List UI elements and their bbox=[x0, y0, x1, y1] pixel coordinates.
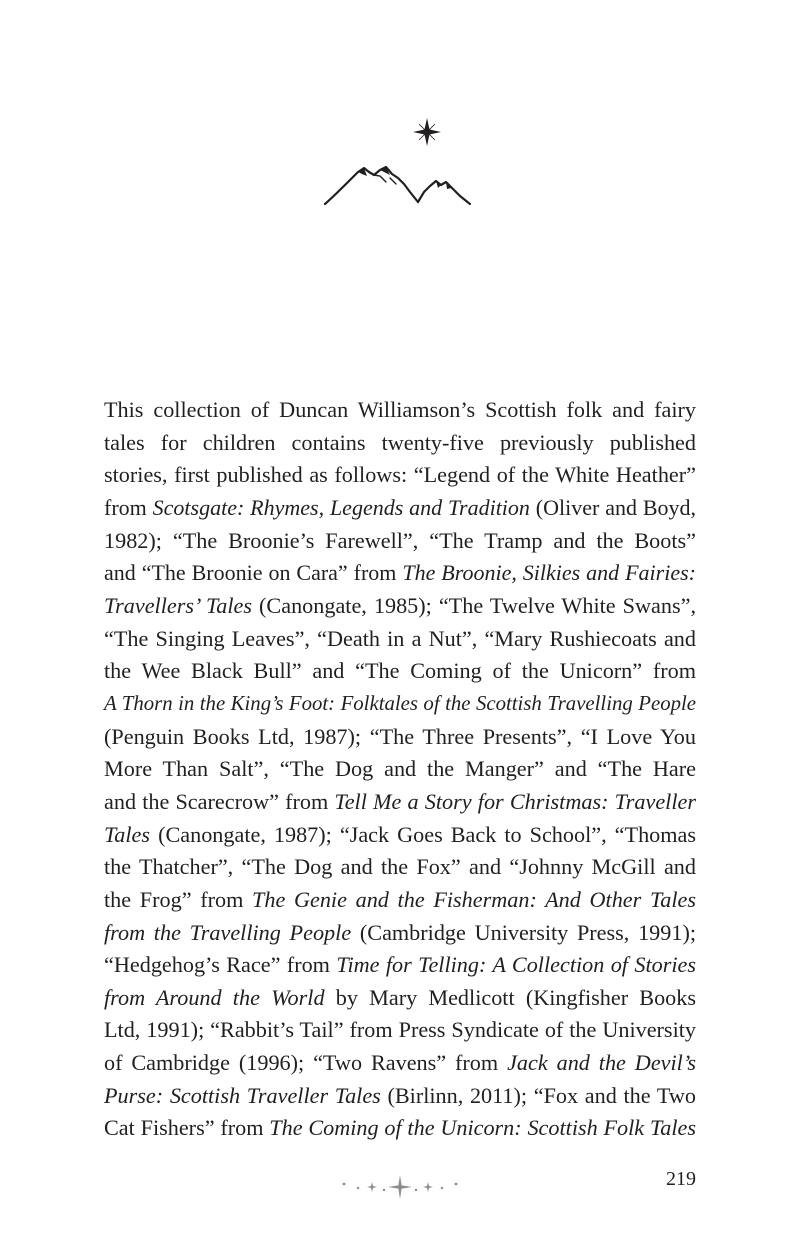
book-title: A Thorn in the King’s Foot: Folktales of the Scottish Travelling People bbox=[104, 691, 696, 715]
book-title: The Coming of the Unicorn: Scottish Folk Tales bbox=[269, 1115, 696, 1141]
book-title: Jack and the Devil’s bbox=[507, 1050, 696, 1076]
text-line bbox=[104, 688, 696, 721]
text-line: More Than Salt”, “The Dog and the Manger” and “The Hare bbox=[104, 756, 696, 782]
sparkle-divider-icon bbox=[338, 1174, 462, 1200]
text-line: the Thatcher”, “The Dog and the Fox” and “Johnny McGill and bbox=[104, 854, 696, 880]
book-title: Purse: Scottish Traveller Tales bbox=[104, 1082, 381, 1108]
text-line: the Wee Black Bull” and “The Coming of the Unicorn” from bbox=[104, 658, 696, 684]
text-line: This collection of Duncan Williamson’s Scottish folk and fairy bbox=[104, 397, 696, 422]
star-over-mountains-icon bbox=[320, 112, 480, 212]
text-line: (Penguin Books Ltd, 1987); “The Three Presents”, “I Love You bbox=[104, 723, 696, 749]
book-title: Scotsgate: Rhymes, Legends and Tradition bbox=[152, 494, 530, 520]
text-line: 1982); “The Broonie’s Farewell”, “The Tramp and the Boots” bbox=[104, 527, 696, 553]
book-title: Time for Telling: A Collection of Stories bbox=[336, 952, 696, 978]
text-line: stories, first published as follows: “Legend of the White Heather” bbox=[104, 462, 696, 488]
text-line: and “The Broonie on Cara” from The Broonie, Silkies and Fairies: bbox=[104, 560, 696, 586]
page-number: 219 bbox=[666, 1168, 696, 1190]
text-line: from Scotsgate: Rhymes, Legends and Tradition (Oliver and Boyd, bbox=[104, 494, 696, 520]
text-line: Cat Fishers” from The Coming of the Unicorn: Scottish Folk Tales bbox=[104, 1115, 696, 1141]
text-line: Ltd, 1991); “Rabbit’s Tail” from Press Syndicate of the University bbox=[104, 1017, 696, 1043]
book-title: from the Travelling People bbox=[104, 919, 352, 945]
book-title: Tales bbox=[104, 821, 151, 847]
text-line: from Around the World by Mary Medlicott (Kingfisher Books bbox=[104, 984, 697, 1010]
book-title: The Genie and the Fisherman: And Other Tales bbox=[252, 886, 697, 912]
text-line: of Cambridge (1996); “Two Ravens” from Jack and the Devil’s bbox=[104, 1050, 696, 1076]
text-line: from the Travelling People (Cambridge University Press, 1991); bbox=[104, 919, 696, 945]
text-line: Purse: Scottish Traveller Tales (Birlinn, 2011); “Fox and the Two bbox=[104, 1082, 696, 1108]
text-line: “Hedgehog’s Race” from Time for Telling: A Collection of Stories bbox=[104, 952, 696, 978]
book-title: The Broonie, Silkies and Fairies: bbox=[402, 560, 696, 586]
text-line: the Frog” from The Genie and the Fisherman: And Other Tales bbox=[104, 886, 697, 912]
text-line: tales for children contains twenty-five previously published bbox=[104, 429, 696, 455]
book-title: from Around the World bbox=[104, 984, 325, 1010]
book-title: Tell Me a Story for Christmas: Traveller bbox=[334, 788, 696, 814]
text-line: and the Scarecrow” from Tell Me a Story for Christmas: Traveller bbox=[104, 788, 696, 814]
body-text bbox=[104, 394, 696, 1145]
book-title: Travellers’ Tales bbox=[104, 592, 252, 618]
text-line: Travellers’ Tales (Canongate, 1985); “The Twelve White Swans”, bbox=[104, 592, 696, 618]
text-line: “The Singing Leaves”, “Death in a Nut”, “Mary Rushiecoats and bbox=[104, 625, 696, 651]
text-line: Tales (Canongate, 1987); “Jack Goes Back to School”, “Thomas bbox=[104, 821, 696, 847]
